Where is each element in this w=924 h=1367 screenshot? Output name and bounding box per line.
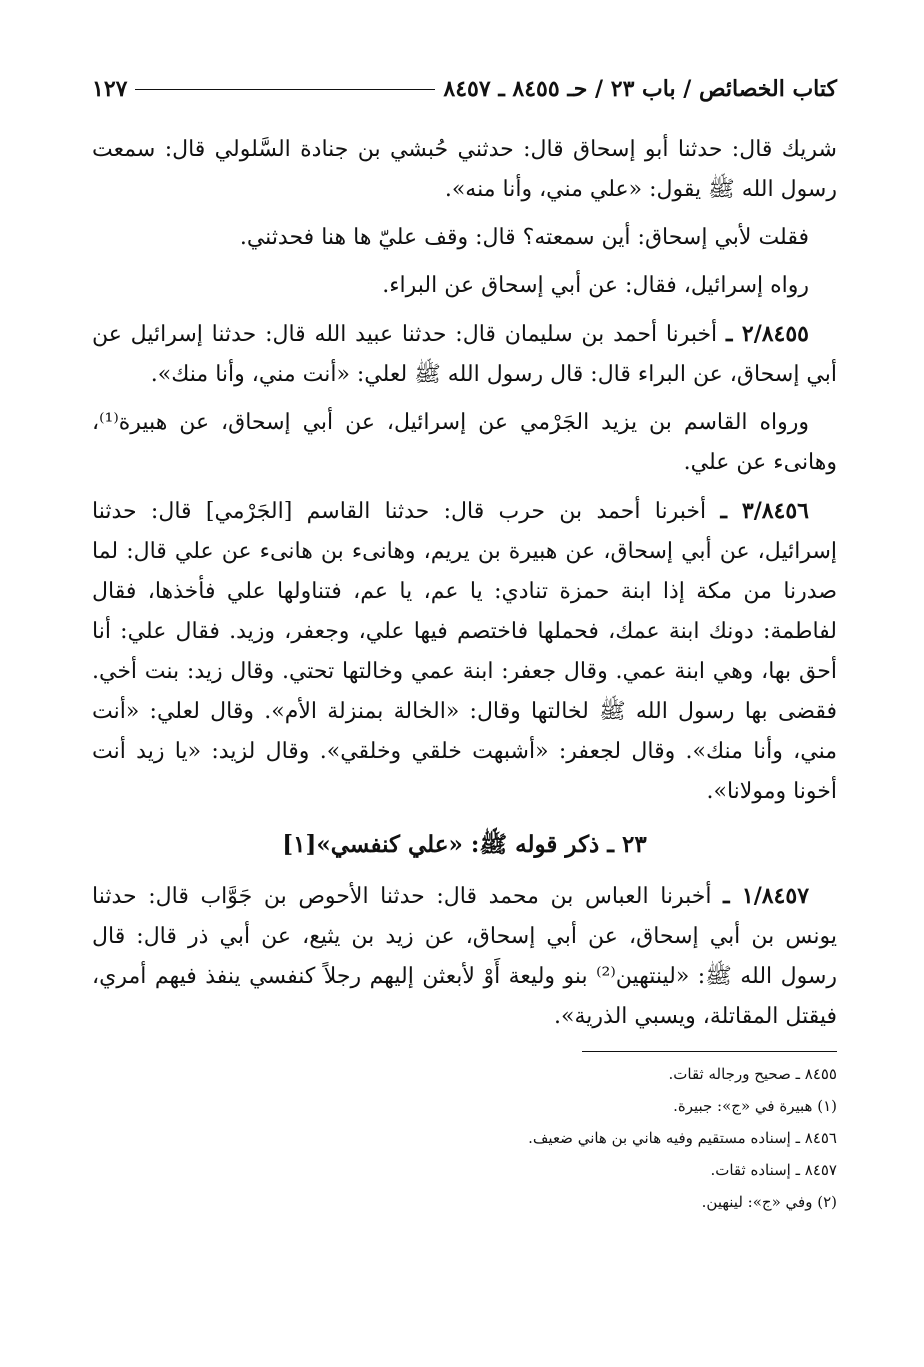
footnote: ٨٤٥٦ ـ إسناده مستقيم وفيه هاني بن هاني ضعيف. [528, 1129, 837, 1147]
footnote: ٨٤٥٧ ـ إسناده ثقات. [710, 1161, 837, 1179]
hadith-number: ١/٨٤٥٧ ـ [723, 883, 810, 909]
text-paragraph: فقلت لأبي إسحاق: أين سمعته؟ قال: وقف عليّ ها هنا فحدثني. [239, 225, 809, 250]
chapter-heading: ٢٣ ـ ذكر قوله ﷺ: «علي كنفسي»[١] [282, 831, 647, 858]
footnote: (١) هبيرة في «ج»: جبيرة. [673, 1097, 837, 1115]
text-paragraph: ورواه القاسم بن يزيد الجَرْمي عن إسرائيل، عن أبي إسحاق، عن هبيرة⁽¹⁾، وهانىء عن علي. [92, 410, 837, 475]
main-text [92, 130, 837, 1037]
footnote: ٨٤٥٥ ـ صحيح ورجاله ثقات. [668, 1065, 837, 1083]
hadith-number: ٣/٨٤٥٦ ـ [720, 498, 809, 524]
running-header [92, 70, 837, 108]
hadith-paragraph [92, 876, 837, 1037]
footnote: (٢) وفي «ج»: لينهين. [701, 1193, 837, 1211]
hadith-number: ٢/٨٤٥٥ ـ [725, 321, 809, 347]
page-number: ١٢٧ [92, 76, 128, 102]
hadith-text: أخبرنا العباس بن محمد قال: حدثنا الأحوص بن جَوَّاب قال: حدثنا يونس بن أبي إسحاق، عن أبي إسحاق، عن زيد بن يثيع، عن أبي ذر قال: قال رسول الله ﷺ: «لينتهين⁽²⁾ بنو وليعة أَوْ لأبعثن إليهم رجلاً كنفسي ينفذ فيهم أمري، فيقتل المقاتلة، ويسبي الذرية». [92, 884, 838, 1029]
hadith-paragraph [92, 491, 837, 812]
hadith-text: أخبرنا أحمد بن سليمان قال: حدثنا عبيد الله قال: حدثنا إسرائيل عن أبي إسحاق، عن البراء قال: قال رسول الله ﷺ لعلي: «أنت مني، وأنا منك». [92, 322, 837, 387]
book-page [92, 70, 837, 1330]
footnotes [92, 1058, 837, 1218]
hadith-paragraph [92, 314, 837, 395]
footnote-separator [582, 1051, 837, 1052]
header-rule [135, 89, 435, 90]
text-paragraph: شريك قال: حدثنا أبو إسحاق قال: حدثني حُبشي بن جنادة السَّلولي قال: سمعت رسول الله ﷺ يقول: «علي مني، وأنا منه». [92, 137, 837, 202]
hadith-text: أخبرنا أحمد بن حرب قال: حدثنا القاسم [الجَرْمي] قال: حدثنا إسرائيل، عن أبي إسحاق، عن هبيرة بن يريم، وهانىء بن هانىء عن علي قال: لما صدرنا من مكة إذا ابنة حمزة تنادي: يا عم، يا عم، فتناولها علي فأخذها، فقال لفاطمة: دونك ابنة عمك، فحملها فاختصم فيها علي، وجعفر، وزيد. فقال علي: أنا أحق بها، وهي ابنة عمي. وقال جعفر: ابنة عمي وخالتها تحتي. وقال زيد: بنت أخي. فقضى بها رسول الله ﷺ لخالتها وقال: «الخالة بمنزلة الأم». وقال لعلي: «أنت مني، وأنا منك». وقال لجعفر: «أشبهت خلقي وخلقي». وقال لزيد: «يا زيد أنت أخونا ومولانا». [92, 499, 837, 804]
header-title: كتاب الخصائص / باب ٢٣ / حـ ٨٤٥٥ ـ ٨٤٥٧ [443, 76, 837, 102]
text-paragraph: رواه إسرائيل، فقال: عن أبي إسحاق عن البراء. [382, 273, 809, 298]
